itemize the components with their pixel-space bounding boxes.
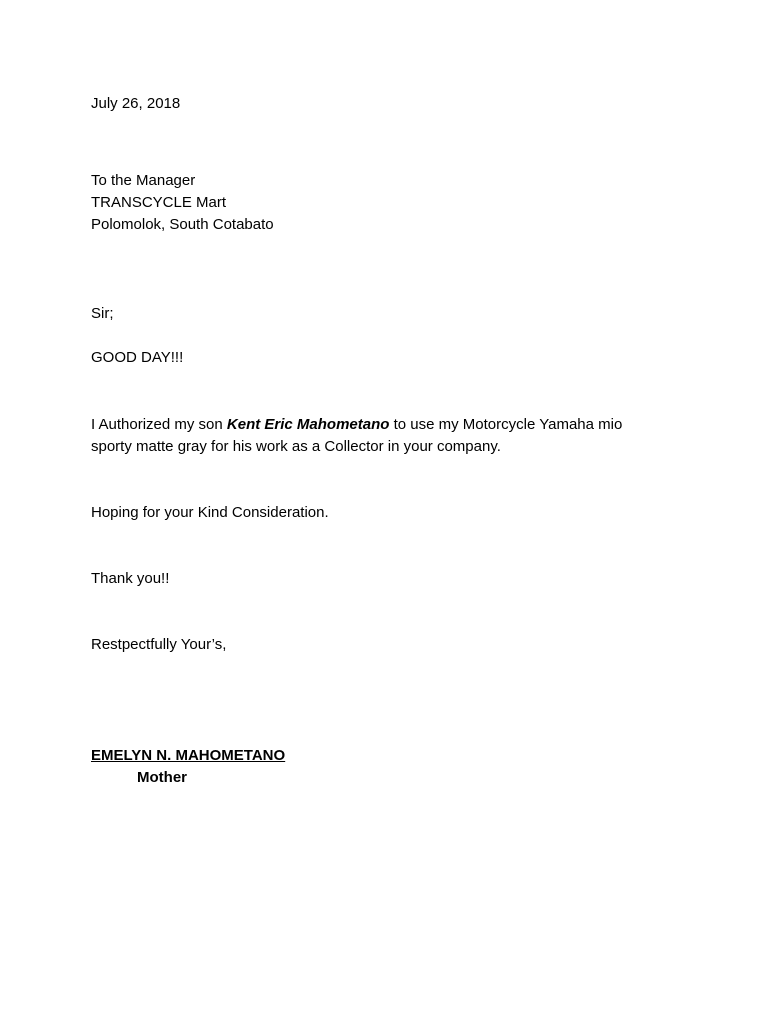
body-line-2: sporty matte gray for his work as a Collector in your company. [91, 438, 501, 455]
letter-date: July 26, 2018 [91, 95, 181, 112]
closing-line: Restpectfully Your’s, [91, 636, 227, 653]
signature-title: Mother [137, 769, 187, 786]
recipient-line-2: TRANSCYCLE Mart [91, 194, 227, 211]
body-line-1 [91, 414, 622, 436]
hoping-line: Hoping for your Kind Consideration. [91, 504, 329, 521]
thanks-line: Thank you!! [91, 570, 170, 587]
recipient-line-3: Polomolok, South Cotabato [91, 216, 274, 233]
salutation: Sir; [91, 305, 114, 322]
greeting: GOOD DAY!!! [91, 349, 184, 366]
body-line-1-prefix: I Authorized my son [91, 416, 227, 433]
son-name: Kent Eric Mahometano [226, 416, 390, 433]
body-line-1-suffix: to use my Motorcycle Yamaha mio [389, 416, 623, 433]
signature-name: EMELYN N. MAHOMETANO [91, 747, 286, 764]
recipient-line-1: To the Manager [91, 172, 196, 189]
